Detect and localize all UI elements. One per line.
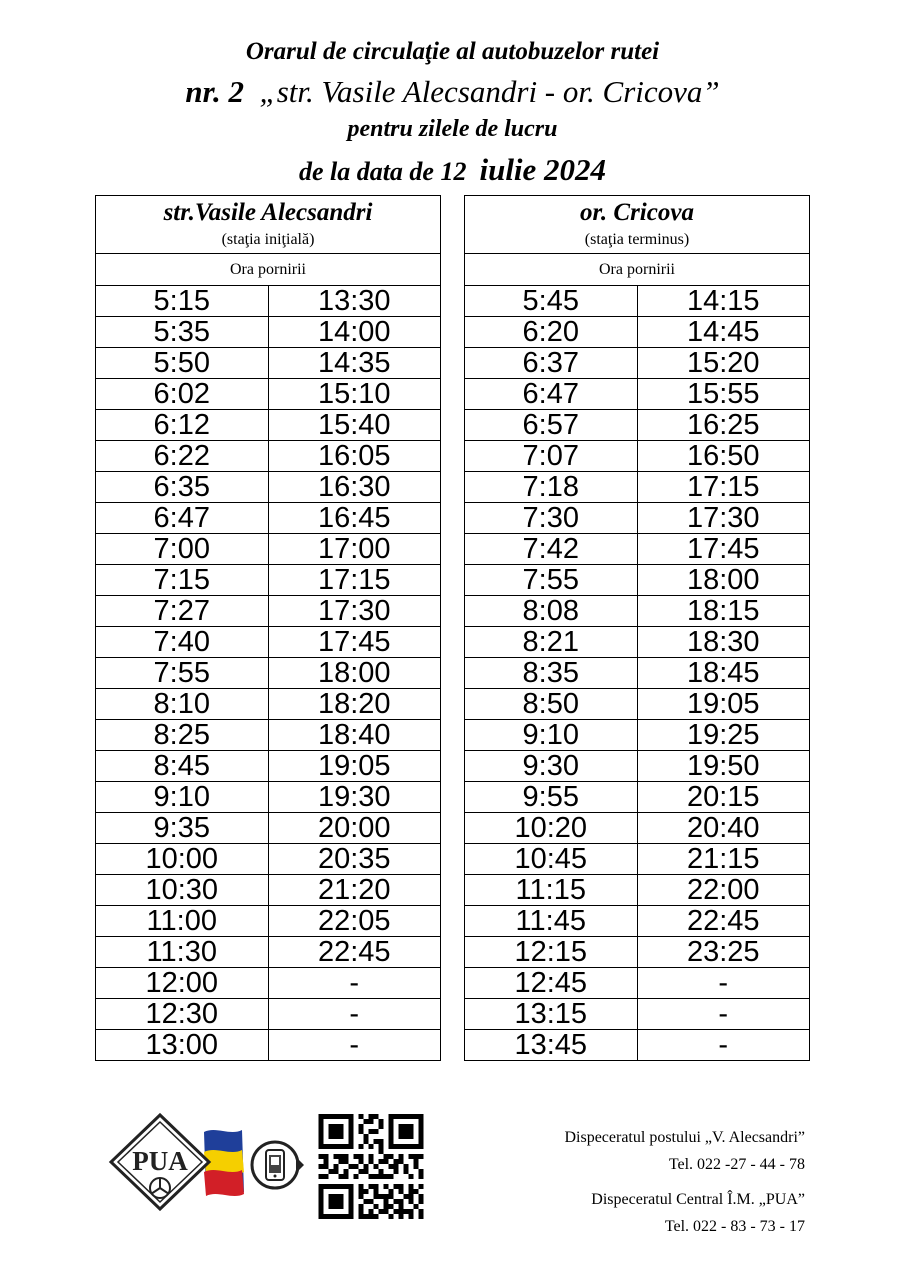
- pua-logo-icon: [108, 1112, 248, 1212]
- departure-time: 13:45: [465, 1030, 638, 1061]
- departure-time: 7:00: [96, 534, 269, 565]
- departure-time: -: [637, 968, 810, 999]
- departure-time: 12:30: [96, 999, 269, 1030]
- departure-time: 6:37: [465, 348, 638, 379]
- departure-time: 7:18: [465, 472, 638, 503]
- departure-time: 7:55: [465, 565, 638, 596]
- departure-time: 19:50: [637, 751, 810, 782]
- departure-time: 5:15: [96, 286, 269, 317]
- departure-time: 20:40: [637, 813, 810, 844]
- schedule-row: [96, 472, 441, 503]
- schedule-row: [465, 627, 810, 658]
- schedule-row: [96, 720, 441, 751]
- departure-time: 13:30: [268, 286, 441, 317]
- phone-central: Tel. 022 - 83 - 73 - 17: [664, 1218, 805, 1235]
- departure-time: -: [637, 999, 810, 1030]
- departure-time: 12:15: [465, 937, 638, 968]
- departure-time: 9:30: [465, 751, 638, 782]
- route-title: [0, 74, 905, 110]
- schedule-row: [465, 689, 810, 720]
- schedule-row: [465, 937, 810, 968]
- schedule-row: [96, 937, 441, 968]
- departure-time: 5:35: [96, 317, 269, 348]
- departure-time: 6:22: [96, 441, 269, 472]
- departure-time: 6:35: [96, 472, 269, 503]
- departure-time: 20:00: [268, 813, 441, 844]
- schedule-row: [465, 813, 810, 844]
- departure-time: 7:07: [465, 441, 638, 472]
- logo-text: PUA: [132, 1146, 188, 1176]
- departure-time: 8:10: [96, 689, 269, 720]
- departure-time: 5:50: [96, 348, 269, 379]
- schedule-row: [96, 627, 441, 658]
- schedule-row: [96, 379, 441, 410]
- departure-time: 20:15: [637, 782, 810, 813]
- schedule-row: [96, 317, 441, 348]
- departure-time: 8:25: [96, 720, 269, 751]
- schedule-row: [96, 410, 441, 441]
- departure-time-header: Ora pornirii: [96, 254, 441, 286]
- departure-time: 23:25: [637, 937, 810, 968]
- schedule-row: [465, 844, 810, 875]
- station-type: (staţia terminus): [584, 231, 690, 248]
- station-name: or. Cricova: [580, 199, 694, 226]
- schedule-row: [96, 875, 441, 906]
- station-header: [96, 196, 441, 254]
- departure-time: 12:00: [96, 968, 269, 999]
- schedule-row: [96, 658, 441, 689]
- schedule-row: [465, 968, 810, 999]
- departure-time: 15:20: [637, 348, 810, 379]
- departure-time: 19:30: [268, 782, 441, 813]
- qr-code-icon: [316, 1114, 426, 1219]
- departure-time: 10:45: [465, 844, 638, 875]
- schedule-row: [96, 286, 441, 317]
- phone-v-alecsandri: Tel. 022 -27 - 44 - 78: [668, 1156, 805, 1173]
- departure-time: 16:05: [268, 441, 441, 472]
- departure-time: 22:05: [268, 906, 441, 937]
- schedule-row: [465, 441, 810, 472]
- departure-time: 18:40: [268, 720, 441, 751]
- schedule-row: [465, 534, 810, 565]
- schedule-row: [465, 472, 810, 503]
- departure-time: 8:45: [96, 751, 269, 782]
- departure-time: 21:20: [268, 875, 441, 906]
- departure-time: 11:15: [465, 875, 638, 906]
- departure-time: 18:15: [637, 596, 810, 627]
- departure-time: 16:50: [637, 441, 810, 472]
- departure-time: 22:45: [268, 937, 441, 968]
- departure-time: 11:00: [96, 906, 269, 937]
- departure-time: 16:30: [268, 472, 441, 503]
- schedule-row: [96, 1030, 441, 1061]
- departure-time: 12:45: [465, 968, 638, 999]
- departure-time: 9:10: [96, 782, 269, 813]
- title-line-3: pentru zilele de lucru: [347, 116, 558, 142]
- departure-time: 8:08: [465, 596, 638, 627]
- departure-time: 22:00: [637, 875, 810, 906]
- departure-time: 7:55: [96, 658, 269, 689]
- departure-time: 15:55: [637, 379, 810, 410]
- departure-time: 13:15: [465, 999, 638, 1030]
- departure-time: 9:10: [465, 720, 638, 751]
- departure-time: 10:30: [96, 875, 269, 906]
- title-line-1: Orarul de circulaţie al autobuzelor rutei: [245, 38, 660, 65]
- departure-time: 19:05: [268, 751, 441, 782]
- departure-time: 6:12: [96, 410, 269, 441]
- schedule-row: [465, 658, 810, 689]
- departure-time: 17:00: [268, 534, 441, 565]
- departure-time: 11:45: [465, 906, 638, 937]
- departure-time: 13:00: [96, 1030, 269, 1061]
- schedule-row: [96, 689, 441, 720]
- schedule-row: [96, 782, 441, 813]
- schedule-row: [96, 348, 441, 379]
- departure-time: -: [268, 1030, 441, 1061]
- schedule-row: [465, 596, 810, 627]
- dispatcher-v-alecsandri: Dispeceratul postului „V. Alecsandri”: [564, 1129, 805, 1146]
- schedule-row: [465, 782, 810, 813]
- schedule-row: [96, 844, 441, 875]
- schedule-row: [96, 751, 441, 782]
- departure-time: 9:35: [96, 813, 269, 844]
- departure-time: 7:30: [465, 503, 638, 534]
- departure-time: 14:15: [637, 286, 810, 317]
- dispatcher-central: Dispeceratul Central Î.M. „PUA”: [591, 1191, 805, 1208]
- departure-time: 8:50: [465, 689, 638, 720]
- schedule-row: [465, 379, 810, 410]
- departure-time: 18:00: [268, 658, 441, 689]
- schedule-table-right: [464, 195, 810, 1061]
- schedule-row: [465, 751, 810, 782]
- date-suffix: iulie 2024: [479, 152, 607, 187]
- departure-time: 16:25: [637, 410, 810, 441]
- schedule-table-left: [95, 195, 441, 1061]
- departure-time: 17:30: [637, 503, 810, 534]
- smartphone-icon: [248, 1137, 306, 1193]
- route-number: nr. 2: [185, 74, 244, 109]
- departure-time: 14:35: [268, 348, 441, 379]
- schedule-row: [465, 720, 810, 751]
- departure-time: -: [637, 1030, 810, 1061]
- departure-time: 18:00: [637, 565, 810, 596]
- schedule-row: [465, 999, 810, 1030]
- departure-time: 7:40: [96, 627, 269, 658]
- schedule-row: [465, 410, 810, 441]
- station-type: (staţia iniţială): [221, 231, 315, 248]
- departure-time: 19:25: [637, 720, 810, 751]
- departure-time: 8:21: [465, 627, 638, 658]
- departure-time: 16:45: [268, 503, 441, 534]
- departure-time: 10:00: [96, 844, 269, 875]
- departure-time: 6:47: [465, 379, 638, 410]
- departure-time: 8:35: [465, 658, 638, 689]
- schedule-row: [96, 534, 441, 565]
- departure-time: 15:10: [268, 379, 441, 410]
- schedule-row: [96, 813, 441, 844]
- schedule-row: [96, 906, 441, 937]
- departure-time: 18:30: [637, 627, 810, 658]
- departure-time: -: [268, 968, 441, 999]
- schedule-row: [96, 565, 441, 596]
- schedule-row: [465, 348, 810, 379]
- departure-time: 14:00: [268, 317, 441, 348]
- departure-time: 14:45: [637, 317, 810, 348]
- schedule-row: [465, 503, 810, 534]
- effective-date: [0, 152, 905, 188]
- departure-time: 6:20: [465, 317, 638, 348]
- departure-time: 17:15: [268, 565, 441, 596]
- departure-time: 21:15: [637, 844, 810, 875]
- departure-time: 17:45: [268, 627, 441, 658]
- departure-time: 19:05: [637, 689, 810, 720]
- departure-time: 7:42: [465, 534, 638, 565]
- station-header: [465, 196, 810, 254]
- schedule-row: [465, 565, 810, 596]
- departure-time: 7:27: [96, 596, 269, 627]
- departure-time: -: [268, 999, 441, 1030]
- schedule-row: [465, 317, 810, 348]
- departure-time: 9:55: [465, 782, 638, 813]
- departure-time: 22:45: [637, 906, 810, 937]
- departure-time: 11:30: [96, 937, 269, 968]
- departure-time: 17:45: [637, 534, 810, 565]
- route-name: „str. Vasile Alecsandri - or. Cricova”: [259, 74, 720, 109]
- schedule-row: [96, 441, 441, 472]
- departure-time: 10:20: [465, 813, 638, 844]
- departure-time: 5:45: [465, 286, 638, 317]
- schedule-row: [465, 286, 810, 317]
- schedule-row: [96, 503, 441, 534]
- departure-time: 18:45: [637, 658, 810, 689]
- station-name: str.Vasile Alecsandri: [163, 199, 373, 226]
- schedule-row: [96, 596, 441, 627]
- departure-time: 6:47: [96, 503, 269, 534]
- schedule-row: [465, 875, 810, 906]
- schedule-row: [96, 999, 441, 1030]
- departure-time-header: Ora pornirii: [465, 254, 810, 286]
- date-prefix: de la data de 12: [298, 157, 467, 186]
- departure-time: 7:15: [96, 565, 269, 596]
- departure-time: 18:20: [268, 689, 441, 720]
- departure-time: 6:02: [96, 379, 269, 410]
- departure-time: 17:15: [637, 472, 810, 503]
- departure-time: 20:35: [268, 844, 441, 875]
- schedule-row: [465, 906, 810, 937]
- departure-time: 17:30: [268, 596, 441, 627]
- departure-time: 15:40: [268, 410, 441, 441]
- schedule-row: [465, 1030, 810, 1061]
- schedule-row: [96, 968, 441, 999]
- departure-time: 6:57: [465, 410, 638, 441]
